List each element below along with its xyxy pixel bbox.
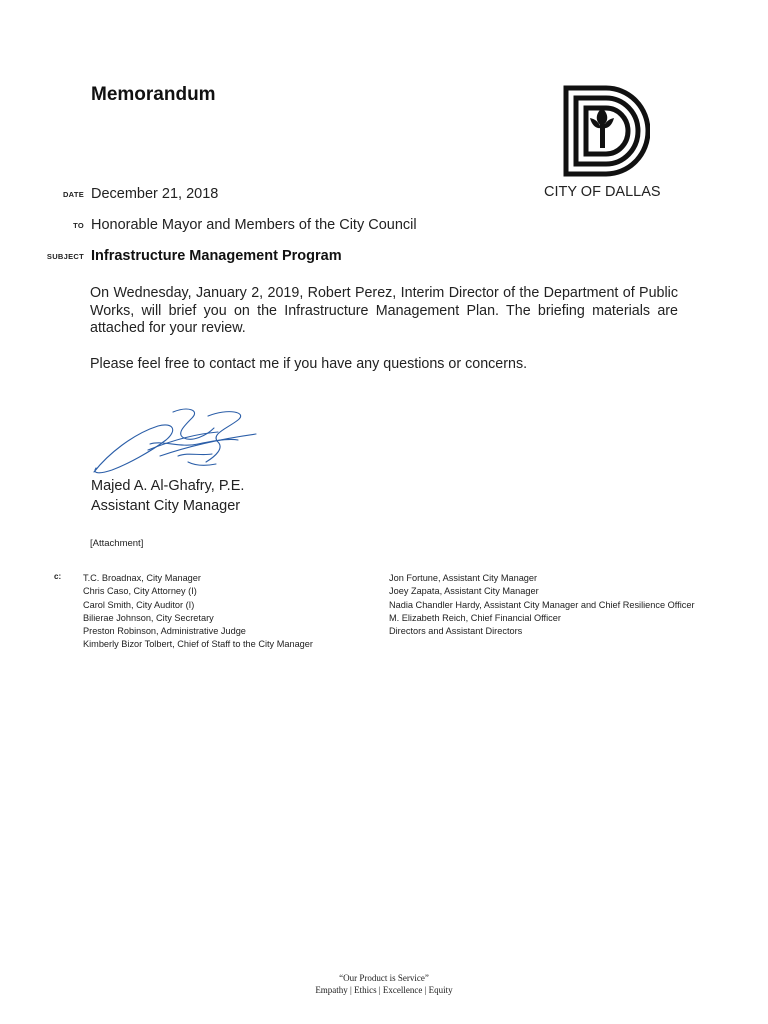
cc-recipient: Preston Robinson, Administrative Judge <box>83 626 246 637</box>
cc-recipient: Directors and Assistant Directors <box>389 626 523 637</box>
attachment-note: [Attachment] <box>90 538 144 549</box>
cc-recipient: Joey Zapata, Assistant City Manager <box>389 586 539 597</box>
subject-value: Infrastructure Management Program <box>91 248 342 264</box>
cc-list-left <box>83 572 313 652</box>
memo-title: Memorandum <box>91 84 216 105</box>
body-paragraph: Please feel free to contact me if you have any questions or concerns. <box>90 356 528 372</box>
date-label: DATE <box>62 190 84 199</box>
footer-values: Empathy | Ethics | Excellence | Equity <box>315 985 453 995</box>
signer-title: Assistant City Manager <box>91 498 241 514</box>
body-paragraph: On Wednesday, January 2, 2019, Robert Perez, Interim Director of the Department of Public Works, will brief you on the Infrastructure Management Plan. The briefing materials are attached for your review. <box>90 285 678 336</box>
cc-recipient: Nadia Chandler Hardy, Assistant City Manager and Chief Resilience Officer <box>389 599 695 610</box>
cc-recipient: Bilierae Johnson, City Secretary <box>83 612 214 623</box>
signer-name: Majed A. Al-Ghafry, P.E. <box>91 478 245 494</box>
cc-recipient: Jon Fortune, Assistant City Manager <box>389 573 538 583</box>
signature-icon <box>88 404 264 478</box>
cc-recipient: T.C. Broadnax, City Manager <box>83 573 201 583</box>
subject-label: SUBJECT <box>46 252 84 261</box>
footer-motto: “Our Product is Service” <box>339 973 429 983</box>
cc-recipient: Chris Caso, City Attorney (I) <box>83 586 197 597</box>
cc-label: c: <box>54 572 62 581</box>
cc-recipient: Carol Smith, City Auditor (I) <box>83 599 195 610</box>
cc-list-right <box>389 572 695 638</box>
to-value: Honorable Mayor and Members of the City Council <box>91 217 417 233</box>
cc-recipient: Kimberly Bizor Tolbert, Chief of Staff to the City Manager <box>83 639 313 650</box>
date-value: December 21, 2018 <box>91 186 219 202</box>
to-label: TO <box>73 221 84 230</box>
cc-recipient: M. Elizabeth Reich, Chief Financial Officer <box>389 612 561 623</box>
city-of-dallas-logo-icon <box>562 84 650 178</box>
footer <box>0 972 768 996</box>
org-name: CITY OF DALLAS <box>544 184 661 200</box>
